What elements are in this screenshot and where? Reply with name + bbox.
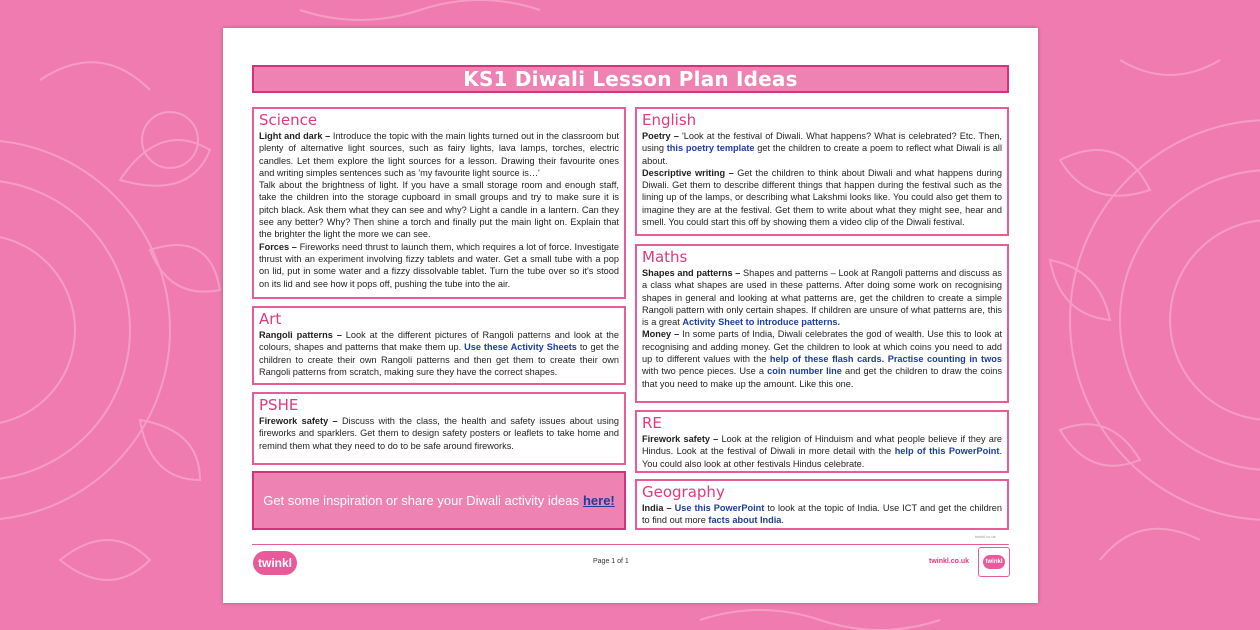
pshe-box xyxy=(252,392,626,465)
art-box xyxy=(252,306,626,385)
art-paragraph: Rangoli patterns – Look at the different pictures of Rangoli patterns and look at the colours, shapes and patterns that make them up. Use these Activity Sheets to get the children to create their own Rangoli patterns and then get them to create their own Rangoli patterns from scratch, making sure they have the correct shapes. xyxy=(259,330,619,377)
science-light-paragraph: Light and dark – Introduce the topic with the main lights turned out in the classroom but plenty of alternative light sources, such as fairy lights, lava lamps, torches, electric candles. Let them explore the light sources for a lesson. Drawing their favourite ones and writing simples sentences such as 'my favourite light source is…' xyxy=(259,131,619,178)
hinduism-powerpoint-link[interactable]: help of this PowerPoint xyxy=(894,446,1000,457)
footer-url: twinkl.co.uk xyxy=(929,558,970,565)
footer-divider xyxy=(252,544,1009,545)
maths-heading: Maths xyxy=(642,248,688,266)
badge-label: twinkl xyxy=(983,555,1005,569)
india-powerpoint-link[interactable]: Use this PowerPoint xyxy=(674,503,765,513)
science-heading: Science xyxy=(259,111,318,129)
poetry-template-link[interactable]: this poetry template xyxy=(666,143,755,154)
maths-shapes-paragraph: Shapes and patterns – Shapes and patterns – Look at Rangoli patterns and discuss as a class what shapes are used in these patterns. After doing some work on recognising shapes in general and looking at what patterns are, get the children to create a simple Rangoli pattern with only certain shapes. If children are unsure of what patterns are, this is a great Activity Sheet to introduce patterns. xyxy=(642,268,1003,328)
counting-in-twos-link[interactable]: Practise counting in twos xyxy=(887,354,1002,365)
page-number: Page 1 of 1 xyxy=(593,558,629,565)
lesson-plan-sheet xyxy=(223,28,1038,603)
maths-money-paragraph: Money – In some parts of India, Diwali celebrates the god of wealth. Use this to look at recognising and adding money. Get the children to look at which coins you need to add up to different values with the help of these flash cards. Practise counting in twos with two pence pieces. Use a coin number line and get the children to draw the coins that you need to make up the amount. Like this one. xyxy=(642,329,1002,389)
maths-box xyxy=(635,244,1009,403)
english-heading: English xyxy=(642,111,697,129)
inspiration-text: Get some inspiration or share your Diwali activity ideas xyxy=(263,493,579,508)
science-forces-paragraph: Forces – Fireworks need thrust to launch them, which requires a lot of force. Investigate thrust with an experiment involving fizzy tablets and water. Get a small tube with a pop on lid, put in some water and a fizzy dissolvable tablet. Turn the tube over so it's stood on its lid and see how it pops off, pushing the tube into the air. xyxy=(259,241,619,289)
geography-heading: Geography xyxy=(642,483,725,501)
geography-box xyxy=(635,479,1009,530)
art-heading: Art xyxy=(259,310,282,328)
science-brightness-paragraph: Talk about the brightness of light. If you have a small storage room and enough staff, take the children into the storage cupboard in small groups and try to make sure it is pitch black. Ask them what they can see and why? Light a candle in a lantern. Can they see any better? Why? Then shine a torch and finally put the main light on. Explain that the brighter the light the more we can see. xyxy=(259,180,619,240)
title-bar xyxy=(252,65,1009,93)
pshe-heading: PSHE xyxy=(259,396,299,414)
coin-number-line-link[interactable]: coin number line xyxy=(767,366,842,377)
english-poetry-paragraph: Poetry – 'Look at the festival of Diwali. What happens? What is celebrated? Etc. Then, using this poetry template get the children to create a poem to reflect what Diwali is all about. xyxy=(642,131,1002,166)
re-paragraph: Firework safety – Look at the religion of Hinduism and what people believe if they are Hindus. Look at the festival of Diwali in more detail with the help of this PowerPoint. You could also look at other festivals Hindus celebrate. xyxy=(642,434,1003,469)
twinkl-logo: twinkl xyxy=(253,551,297,575)
inspiration-banner xyxy=(252,471,626,530)
pshe-paragraph: Firework safety – Discuss with the class, the health and safety issues about using fireworks and sparklers. Get them to design safety posters or leaflets to take home and remind them what they need to do to be safe around fireworks. xyxy=(259,416,619,451)
patterns-activity-sheet-link[interactable]: Activity Sheet to introduce patterns. xyxy=(682,317,841,328)
geography-paragraph: India – Use this PowerPoint to look at the topic of India. Use ICT and get the children to find out more facts about India. xyxy=(642,503,1002,526)
page-title: KS1 Diwali Lesson Plan Ideas xyxy=(463,67,798,91)
re-heading: RE xyxy=(642,414,662,432)
english-descriptive-paragraph: Descriptive writing – Get the children to think about Diwali and what happens during Diwali. Get them to describe different things that happen during the festival such as the lining up of the lamps, or describing what Lakshmi looks like. You could also get them to imagine they are at the festival. Get them to write about what they might see, hear and smell. You could start this off by showing them a video clip of the Diwali festival. xyxy=(642,167,1002,228)
facts-about-india-link[interactable]: facts about India xyxy=(708,515,782,526)
english-box xyxy=(635,107,1009,236)
re-box xyxy=(635,410,1009,473)
tiny-url: twinkl.co.uk xyxy=(975,534,996,539)
flash-cards-link[interactable]: help of these flash cards. xyxy=(769,354,885,365)
here-link[interactable]: here! xyxy=(582,493,615,508)
science-box xyxy=(252,107,626,299)
twinkl-badge-icon xyxy=(978,547,1010,577)
activity-sheets-link[interactable]: Use these Activity Sheets xyxy=(464,342,577,353)
